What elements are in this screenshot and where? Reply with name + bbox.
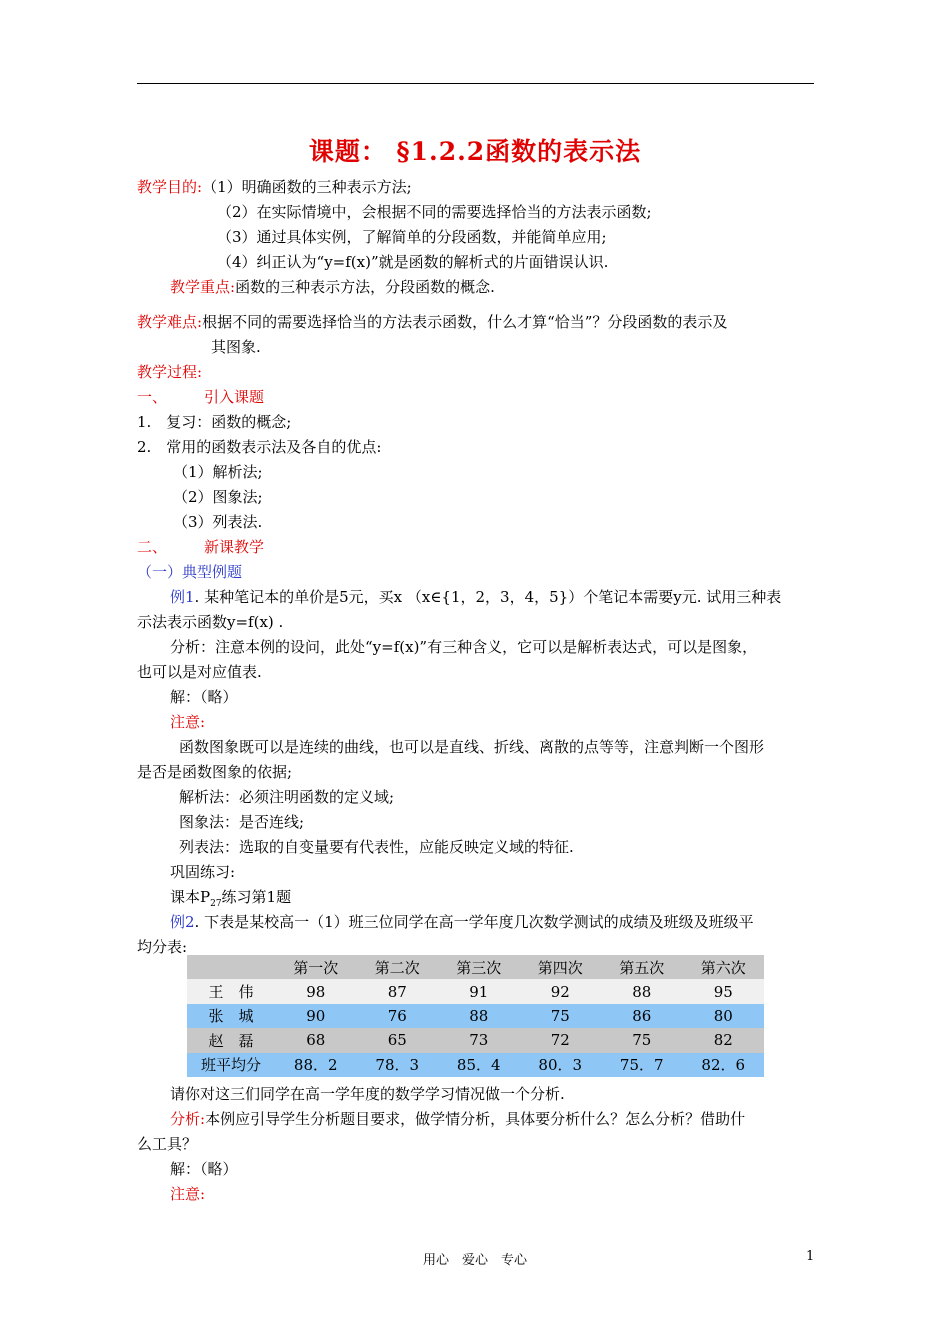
table-row bbox=[187, 1028, 764, 1052]
example-1-text: . 某种笔记本的单价是5元，买x （x∈{1，2，3，4，5}）个笔记本需要y元. 试用三种表 bbox=[194, 588, 782, 606]
practice-reference bbox=[170, 888, 291, 913]
objective-item: （3）通过具体实例，了解简单的分段函数，并能简单应用; bbox=[217, 228, 607, 246]
table-header-cell: 第四次 bbox=[520, 955, 602, 979]
table-header-cell bbox=[187, 955, 275, 979]
table-cell: 92 bbox=[520, 979, 602, 1003]
table-cell: 68 bbox=[275, 1028, 357, 1052]
table-header-cell: 第五次 bbox=[601, 955, 683, 979]
example-2-line-1 bbox=[170, 913, 754, 931]
example-1-note-cont: 是否是函数图象的依据; bbox=[137, 763, 293, 781]
process-label: 教学过程: bbox=[137, 363, 203, 381]
list-item: （1）解析法; bbox=[173, 463, 263, 481]
table-cell: 75 bbox=[601, 1028, 683, 1052]
table-cell: 88．2 bbox=[275, 1053, 357, 1077]
table-header-cell: 第二次 bbox=[357, 955, 439, 979]
practice-rest: 练习第1题 bbox=[221, 888, 292, 906]
table-cell: 95 bbox=[683, 979, 765, 1003]
example-2-analysis-text: 本例应引导学生分析题目要求，做学情分析，具体要分析什么？怎么分析？借助什 bbox=[205, 1110, 746, 1128]
section-2-number: 二、 bbox=[137, 538, 168, 556]
key-points-label: 教学重点: bbox=[170, 278, 236, 296]
table-header-cell: 第六次 bbox=[683, 955, 765, 979]
example-2-line-2: 均分表: bbox=[137, 938, 188, 956]
objectives-label: 教学目的: bbox=[137, 178, 203, 196]
difficulties-label: 教学难点: bbox=[137, 313, 203, 331]
example-1-line-1 bbox=[170, 588, 781, 606]
example-2-text: . 下表是某校高一（1）班三位同学在高一学年度几次数学测试的成绩及班级及班级平 bbox=[194, 913, 754, 931]
table-cell: 80．3 bbox=[520, 1053, 602, 1077]
table-cell: 班平均分 bbox=[187, 1053, 275, 1077]
table-cell: 86 bbox=[601, 1004, 683, 1028]
page-number: 1 bbox=[806, 1249, 815, 1264]
subsection-title: （一）典型例题 bbox=[137, 563, 243, 581]
example-1-label: 例1 bbox=[170, 588, 195, 606]
practice-label: 巩固练习: bbox=[170, 863, 236, 881]
table-cell: 82．6 bbox=[683, 1053, 765, 1077]
objectives-line-1 bbox=[137, 178, 412, 196]
example-1-analysis-cont: 也可以是对应值表. bbox=[137, 663, 262, 681]
section-1-title: 引入课题 bbox=[204, 388, 265, 406]
difficulties-text-cont: 其图象. bbox=[211, 338, 261, 356]
table-cell: 98 bbox=[275, 979, 357, 1003]
table-cell: 90 bbox=[275, 1004, 357, 1028]
example-2-analysis-label: 分析: bbox=[170, 1110, 206, 1128]
page-footer: 用心 爱心 专心 bbox=[422, 1253, 527, 1268]
example-1-analysis: 分析：注意本例的设问，此处“y=f(x)”有三种含义，它可以是解析表达式，可以是图象， bbox=[170, 638, 758, 656]
example-2-note-label: 注意: bbox=[170, 1185, 206, 1203]
section-2-title: 新课教学 bbox=[204, 538, 265, 556]
example-1-note: 函数图象既可以是连续的曲线，也可以是直线、折线、离散的点等等，注意判断一个图形 bbox=[179, 738, 765, 756]
example-2-solution: 解：（略） bbox=[170, 1160, 238, 1178]
example-1-note-label: 注意: bbox=[170, 713, 206, 731]
table-cell: 65 bbox=[357, 1028, 439, 1052]
section-1-number: 一、 bbox=[137, 388, 168, 406]
example-1-solution: 解：（略） bbox=[170, 688, 238, 706]
table-cell: 75 bbox=[520, 1004, 602, 1028]
example-1-note: 图象法：是否连线; bbox=[179, 813, 305, 831]
objective-item: （2）在实际情境中，会根据不同的需要选择恰当的方法表示函数; bbox=[217, 203, 652, 221]
table-cell: 91 bbox=[438, 979, 520, 1003]
table-header-cell: 第三次 bbox=[438, 955, 520, 979]
page-title: 课题： §1.2.2函数的表示法 bbox=[308, 137, 642, 166]
objective-item: （1）明确函数的三种表示方法; bbox=[202, 178, 412, 196]
example-1-note: 列表法：选取的自变量要有代表性，应能反映定义域的特征. bbox=[179, 838, 574, 856]
table-cell: 张 城 bbox=[187, 1004, 275, 1028]
table-cell: 85．4 bbox=[438, 1053, 520, 1077]
table-cell: 72 bbox=[520, 1028, 602, 1052]
list-item: 1. 复习：函数的概念; bbox=[137, 413, 292, 431]
table-cell: 88 bbox=[601, 979, 683, 1003]
table-cell: 赵 磊 bbox=[187, 1028, 275, 1052]
table-cell: 78．3 bbox=[357, 1053, 439, 1077]
list-item: （2）图象法; bbox=[173, 488, 263, 506]
key-points-text: 函数的三种表示方法，分段函数的概念. bbox=[235, 278, 495, 296]
difficulties-text: 根据不同的需要选择恰当的方法表示函数，什么才算“恰当”？分段函数的表示及 bbox=[202, 313, 728, 331]
table-cell: 75．7 bbox=[601, 1053, 683, 1077]
table-row bbox=[187, 1004, 764, 1028]
table-cell: 73 bbox=[438, 1028, 520, 1052]
practice-page: 27 bbox=[210, 899, 222, 909]
table-cell: 80 bbox=[683, 1004, 765, 1028]
table-row bbox=[187, 1053, 764, 1077]
example-2-analysis bbox=[170, 1110, 745, 1128]
table-row bbox=[187, 979, 764, 1003]
list-item: （3）列表法. bbox=[173, 513, 263, 531]
table-cell: 87 bbox=[357, 979, 439, 1003]
example-2-label: 例2 bbox=[170, 913, 195, 931]
difficulties bbox=[137, 313, 727, 331]
table-header-cell: 第一次 bbox=[275, 955, 357, 979]
list-item: 2. 常用的函数表示法及各自的优点: bbox=[137, 438, 382, 456]
key-points bbox=[170, 278, 495, 296]
example-2-question: 请你对这三们同学在高一学年度的数学学习情况做一个分析. bbox=[170, 1085, 565, 1103]
practice-ref: 课本P bbox=[170, 888, 211, 906]
table-header-row bbox=[187, 955, 764, 979]
example-2-analysis-cont: 么工具？ bbox=[137, 1135, 198, 1153]
example-1-line-2: 示法表示函数y=f(x) . bbox=[137, 613, 284, 631]
table-cell: 76 bbox=[357, 1004, 439, 1028]
header-rule bbox=[137, 83, 814, 84]
scores-table bbox=[187, 955, 764, 1077]
table-cell: 王 伟 bbox=[187, 979, 275, 1003]
example-1-note: 解析法：必须注明函数的定义域; bbox=[179, 788, 395, 806]
objective-item: （4）纠正认为“y=f(x)”就是函数的解析式的片面错误认识. bbox=[217, 253, 609, 271]
table-cell: 88 bbox=[438, 1004, 520, 1028]
table-cell: 82 bbox=[683, 1028, 765, 1052]
